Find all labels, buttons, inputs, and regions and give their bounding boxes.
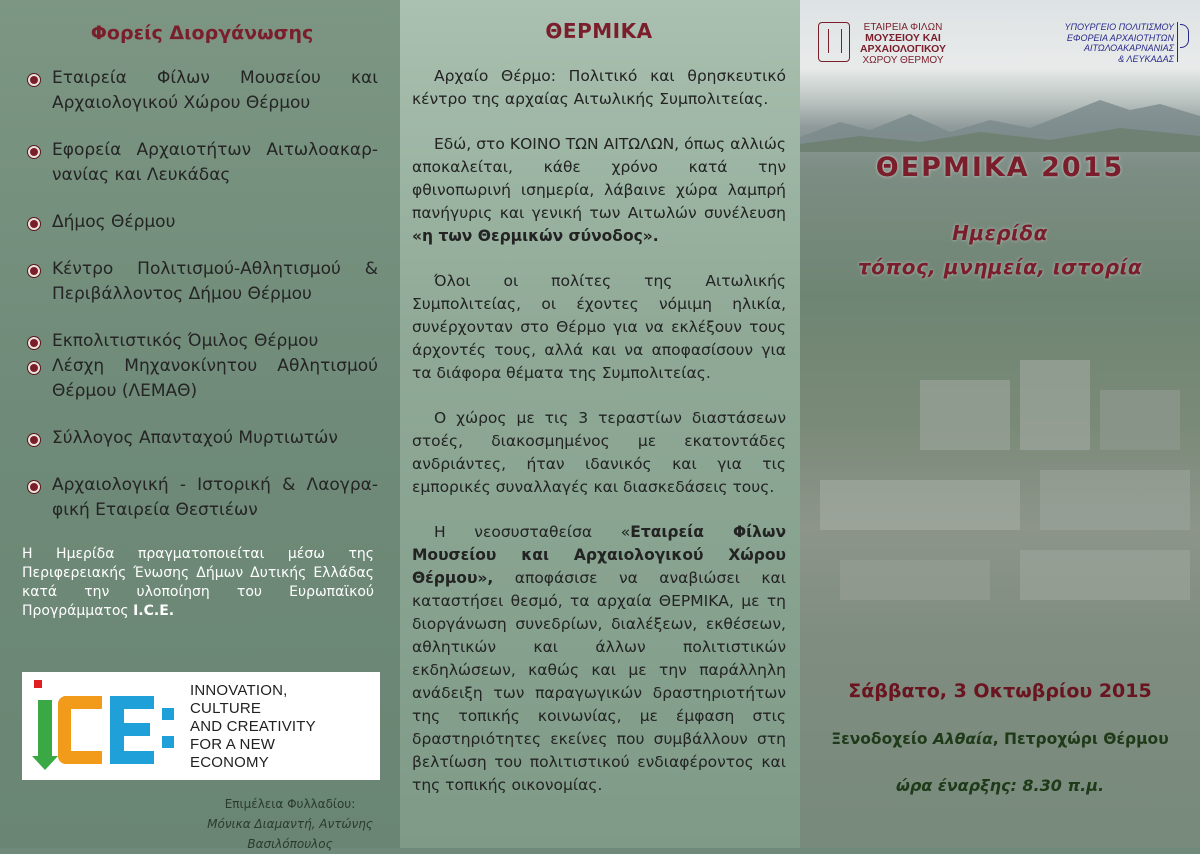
venue-suffix: , Πετροχώρι Θέρμου: [992, 730, 1169, 748]
bullet-icon: [28, 434, 40, 446]
bullet-icon: [28, 337, 40, 349]
credits-names: Μόνικα Διαμαντή, Αντώνης Βασιλόπουλος: [207, 817, 373, 851]
organizer-name: Αρχαιολογική - Ιστορική & Λαογρα-φική Εταιρεία Θεστιέων: [52, 475, 378, 520]
ice-logo-line: AND CREATIVITY: [190, 718, 316, 735]
list-item: [26, 354, 378, 404]
venue-name: Αλθαία: [932, 730, 993, 748]
ministry-logo-line: ΕΦΟΡΕΙΑ ΑΡΧΑΙΟΤΗΤΩΝ: [1066, 32, 1174, 43]
bullet-icon: [28, 218, 40, 230]
paragraph-2-bold: «η των Θερμικών σύνοδος».: [412, 227, 659, 245]
event-venue: [810, 730, 1190, 748]
society-seal-icon: [818, 22, 850, 62]
ice-logo-line: ECONOMY: [190, 754, 269, 771]
ice-logo-line: FOR A NEW: [190, 736, 276, 753]
bullet-icon: [28, 481, 40, 493]
ice-logo-line: INNOVATION,: [190, 682, 288, 699]
ministry-logo-line: ΥΠΟΥΡΓΕΙΟ ΠΟΛΙΤΙΣΜΟΥ: [1064, 22, 1174, 32]
paragraph-5-text: Η νεοσυσταθείσα «: [434, 523, 631, 541]
bullet-icon: [28, 146, 40, 158]
organizer-name: Κέντρο Πολιτισμού-Αθλητισμού & Περιβάλλοντος Δήμου Θέρμου: [52, 259, 378, 304]
organizer-name: Εκπολιτιστικός Όμιλος Θέρμου: [52, 331, 319, 351]
ice-logo: [22, 672, 380, 780]
ministry-emblem-icon: [1177, 22, 1192, 62]
middle-title: ΘΕΡΜΙΚΑ: [545, 19, 653, 43]
organizer-name: Δήμος Θέρμου: [52, 212, 176, 232]
ice-logo-colon-icon: [162, 708, 174, 720]
society-logo-line: ΜΟΥΣΕΙΟΥ ΚΑΙ: [865, 32, 941, 44]
list-item: [26, 210, 378, 235]
organizer-name: Εφορεία Αρχαιοτήτων Αιτωλοακαρ-νανίας και Λευκάδας: [52, 140, 378, 185]
funding-note-text: Η Ημερίδα πραγματοποιείται μέσω της Περιφερειακής Ένωσης Δήμων Δυτικής Ελλάδας κατά την υλοποίηση του Ευρωπαϊκού Προγράμματος: [22, 546, 374, 619]
ice-logo-c-icon: [58, 696, 102, 764]
list-item: [26, 257, 378, 307]
ministry-logo-line: & ΛΕΥΚΑΔΑΣ: [1118, 53, 1174, 64]
middle-panel: [400, 0, 800, 848]
event-title: ΘΕΡΜΙΚΑ 2015: [875, 152, 1125, 183]
ice-logo-line: CULTURE: [190, 700, 262, 717]
ice-logo-i-icon: [38, 700, 52, 760]
organizers-list: [26, 66, 378, 523]
society-logo-text: [856, 22, 950, 66]
venue-prefix: Ξενοδοχείο: [831, 730, 933, 748]
bullet-icon: [28, 362, 40, 374]
mountains-icon: [800, 92, 1200, 152]
organizers-title: Φορείς Διοργάνωσης: [90, 22, 314, 44]
ice-logo-text: [190, 682, 316, 772]
bullet-icon: [28, 265, 40, 277]
society-logo-line: ΑΡΧΑΙΟΛΟΓΙΚΟΥ: [859, 43, 947, 55]
bullet-icon: [28, 74, 40, 86]
right-panel: [800, 0, 1200, 848]
ice-logo-dot-icon: [34, 680, 42, 688]
paragraph-1: Αρχαίο Θέρμο: Πολιτικό και θρησκευτικό κέντρο της αρχαίας Αιτωλικής Συμπολιτείας.: [412, 67, 786, 108]
event-subtitle-line: τόπος, μνημεία, ιστορία: [857, 255, 1143, 279]
organizer-name: Λέσχη Μηχανοκίνητου Αθλητισμού Θέρμου (ΛΕΜΑΘ): [52, 356, 378, 401]
ministry-logo-text: [1024, 22, 1174, 64]
paragraph-3: Όλοι οι πολίτες της Αιτωλικής Συμπολιτείας, οι έχοντες νόμιμη ηλικία, συνέρχονταν στο Θέρμο για να εκλέξουν τους άρχοντές τους, αλλά και να αποφασίσουν για τα διάφορα θέματα της Συμπολιτείας.: [412, 272, 786, 382]
list-item: [26, 66, 378, 116]
paragraph-5-bold: Εταιρεία Φίλων Μουσείου και Αρχαιολογικού Χώρου Θέρμου»,: [412, 523, 787, 587]
credits-label: Επιμέλεια Φυλλαδίου:: [224, 797, 356, 811]
society-logo-line: ΧΩΡΟΥ ΘΕΡΜΟΥ: [862, 55, 944, 66]
ruins-icon: [800, 300, 1200, 680]
list-item: [26, 329, 378, 354]
paragraph-4: Ο χώρος με τις 3 τεραστίων διαστάσεων στοές, διακοσμημένος με εκατοντάδες ανδριάντες, ήταν ιδανικός και για τις εμπορικές συναλλαγές και διασκεδάσεις τους.: [412, 409, 786, 496]
ministry-logo-line: ΑΙΤΩΛΟΑΚΑΡΝΑΝΙΑΣ: [1083, 43, 1174, 53]
organizer-name: Σύλλογος Απανταχού Μυρτιωτών: [52, 428, 338, 448]
paragraph-5: [412, 521, 786, 797]
event-start-time: ώρα έναρξης: 8.30 π.μ.: [895, 776, 1105, 795]
funding-program: I.C.E.: [133, 603, 175, 619]
event-date: Σάββατο, 3 Οκτωβρίου 2015: [848, 680, 1152, 702]
society-logo-line: ΕΤΑΙΡΕΙΑ ΦΙΛΩΝ: [863, 22, 943, 33]
list-item: [26, 473, 378, 523]
ice-logo-e-icon: [110, 696, 154, 764]
ice-logo-arrow-icon: [32, 756, 58, 770]
organizer-name: Εταιρεία Φίλων Μουσείου και Αρχαιολογικού Χώρου Θέρμου: [52, 68, 378, 113]
event-subtitle-line: Ημερίδα: [952, 221, 1048, 245]
paragraph-2-text: Εδώ, στο ΚΟΙΝΟ ΤΩΝ ΑΙΤΩΛΩΝ, όπως αλλιώς αποκαλείται, κάθε χρόνο κατά την φθινοπωρινή ισημερία, λάβαινε χώρα λαμπρή πανήγυρις και γενική των Αιτωλών συνέλευση: [412, 135, 786, 222]
funding-note: [22, 545, 374, 621]
paragraph-2: [412, 133, 786, 248]
logos-header: [800, 18, 1200, 68]
event-subtitle: [800, 216, 1200, 284]
list-item: [26, 138, 378, 188]
credits: [180, 794, 400, 854]
list-item: [26, 426, 378, 451]
paragraph-5-text-end: αποφάσισε να αναβιώσει και καταστήσει θεσμό, τα αρχαία ΘΕΡΜΙΚΑ, με τη διοργάνωση συνεδρίων, διαλέξεων, εκθέσεων, αθλητικών και άλλων πολιτιστικών εκδηλώσεων, καθώς και με την παράλληλη ανάδειξη των παραγωγικών δραστηριοτήτων της τοπικής κοινωνίας, με έμφαση στις δραστηριότητες εκείνες που συμβάλλουν στη βελτίωση του πολιτιστικού ενδιαφέροντος και της τοπικής οικονομίας.: [412, 569, 786, 794]
ice-logo-colon-icon: [162, 736, 174, 748]
